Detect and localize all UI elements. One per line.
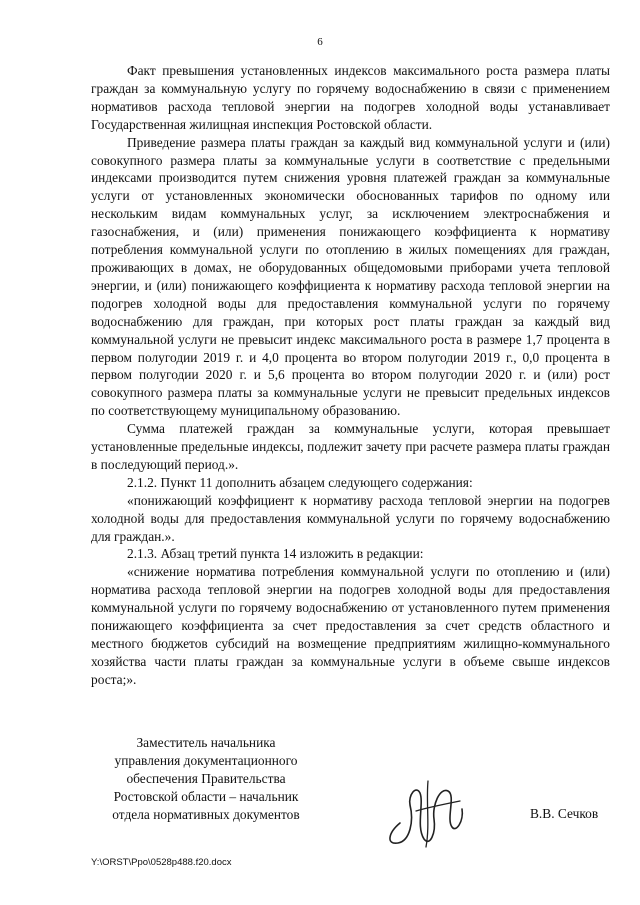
position-line: управления документационного [114,752,298,768]
paragraph: Факт превышения установленных индексов максимального роста размера платы граждан за коммунальную услугу по горячему водоснабжению в связи с применением нормативов расхода тепловой энергии на подогрев холодной воды устанавливает Государственная жилищная инспекция Ростовской области. [91,63,610,132]
position-line: Заместитель начальника [136,735,276,750]
paragraph: Приведение размера платы граждан за каждый вид коммунальной услуги и (или) совокупного размера платы за коммунальные услуги в соответствие с предельными индексами производится путем снижения уровня платежей граждан за коммунальные услуги от установленных экономически обоснованных тарифов по одному или нескольким видам коммунальных услуг, за исключением электроснабжения и газоснабжения, и (или) применения понижающего коэффициента к нормативу потребления коммунальной услуги по отоплению в жилых помещениях для граждан, проживающих в домах, не оборудованных общедомовыми приборами учета тепловой энергии, и (или) понижающего коэффициента к нормативу расхода тепловой энергии на подогрев холодной воды для предоставления коммунальной услуги по горячему водоснабжению для граждан, при которых рост платы граждан за каждый вид коммунальной услуги не превысит индекс максимального роста в размере 1,7 процента в первом полугодии 2019 г. и 4,0 процента во втором полугодии 2019 г., 0,0 процента в первом полугодии 2020 г. и 5,6 процента во втором полугодии 2020 г. и (или) рост совокупного размера платы за коммунальные услуги не превысит предельных индексов по соответствующему муниципальному образованию. [91,134,610,419]
position-line: отдела нормативных документов [112,806,300,822]
signer-name: В.В. Сечков [530,806,599,821]
handwritten-signature [380,775,475,850]
signer-position [91,734,321,824]
paragraph: 2.1.3. Абзац третий пункта 14 изложить в редакции: [127,546,424,562]
file-path: Y:\ORST\Ppo\0528p488.f20.docx [91,857,232,868]
paragraph: «снижение норматива потребления коммунальной услуги по отоплению и (или) норматива расхода тепловой энергии на подогрев холодной воды для предоставления коммунальной услуги по горячему водоснабжению от установленного путем применения понижающего коэффициента за счет предоставления за счет средств областного и местного бюджетов субсидий на возмещение предприятиям жилищно-коммунального хозяйства части платы граждан за коммунальные услуги в объеме свыше индексов роста;». [91,564,610,687]
position-line: Ростовской области – начальник [113,788,299,804]
position-line: обеспечения Правительства [126,770,286,786]
document-body [91,62,610,689]
paragraph: 2.1.2. Пункт 11 дополнить абзацем следующего содержания: [127,474,473,490]
paragraph: «понижающий коэффициент к нормативу расхода тепловой энергии на подогрев холодной воды для предоставления коммунальной услуги по горячему водоснабжению для граждан.». [91,492,610,544]
page-number: 6 [317,36,323,48]
paragraph: Сумма платежей граждан за коммунальные услуги, которая превышает установленные предельные индексы, подлежит зачету при расчете размера платы граждан в последующий период.». [91,421,610,472]
